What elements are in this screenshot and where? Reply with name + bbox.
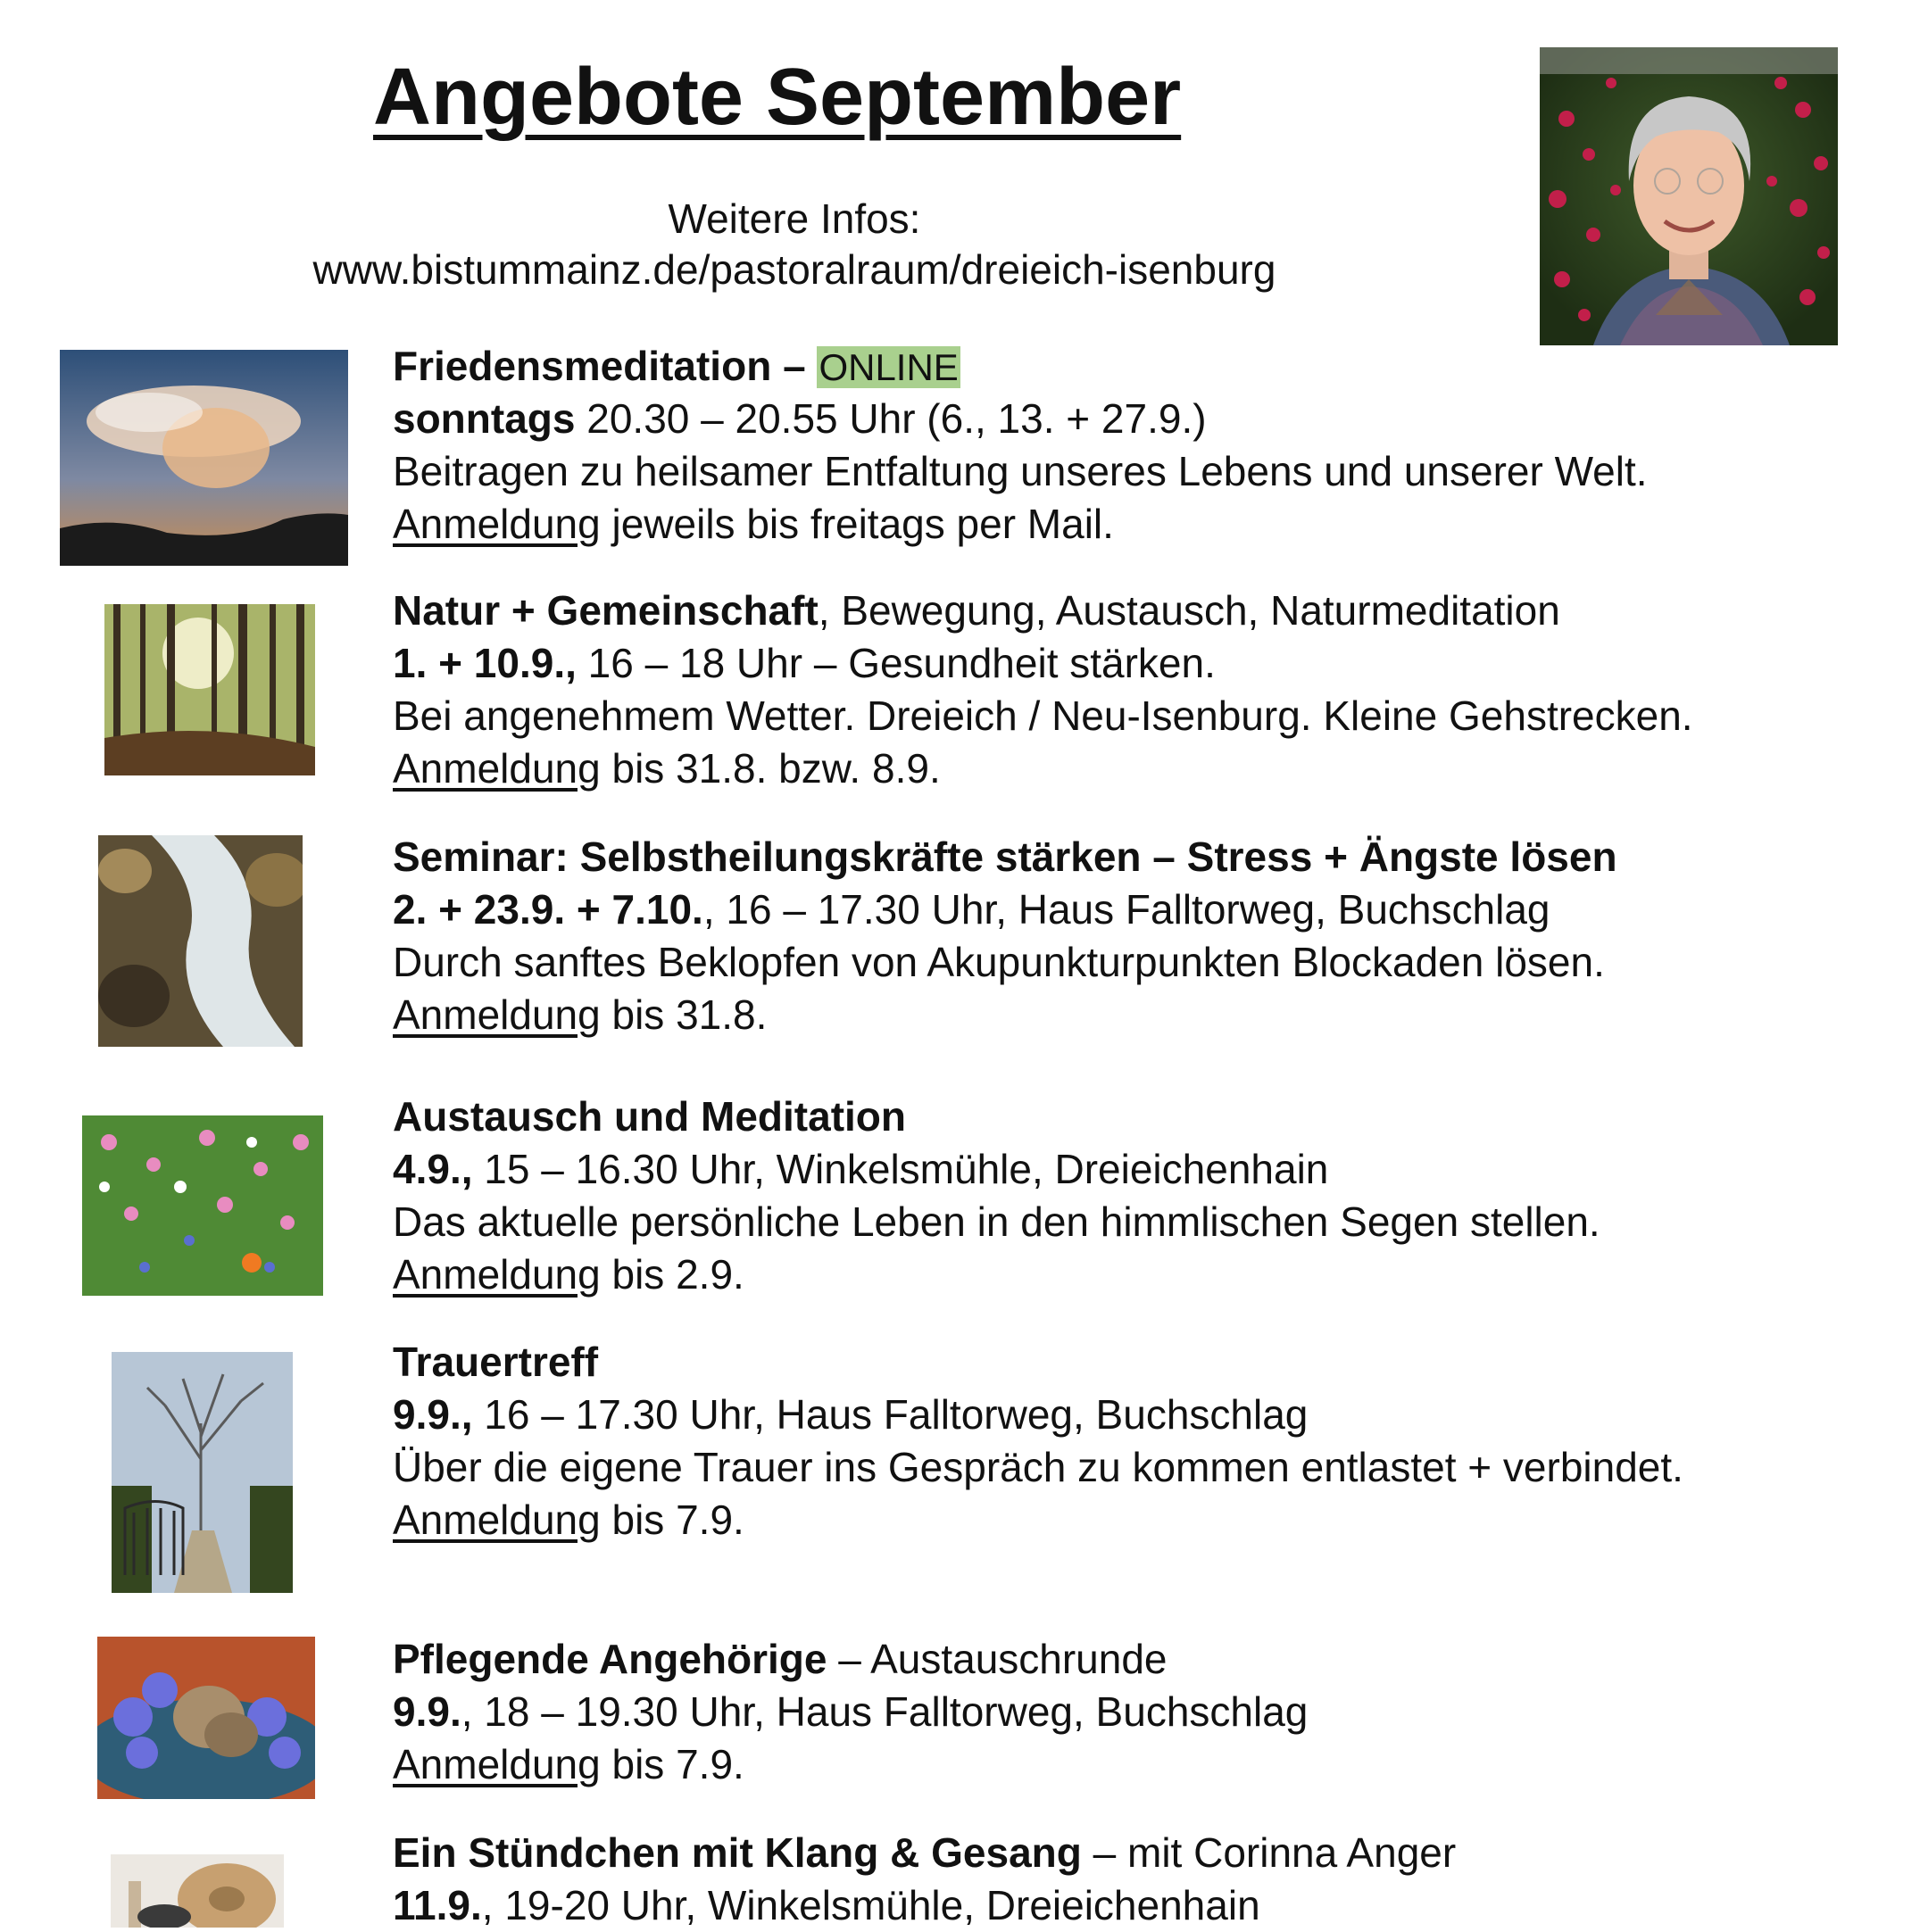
event-when bbox=[393, 393, 1910, 445]
event-when-rest: , 19-20 Uhr, Winkelsmühle, Dreieichenhain bbox=[481, 1882, 1260, 1928]
event-klang-gesang bbox=[393, 1827, 1910, 1932]
signup-link[interactable]: Anmeldung bbox=[393, 745, 601, 792]
event-when-bold: 4.9., bbox=[393, 1146, 473, 1192]
signup-link[interactable]: Anmeldung bbox=[393, 1251, 601, 1298]
event-title: Friedensmeditation – bbox=[393, 343, 806, 389]
event-when bbox=[393, 1143, 1910, 1196]
event-title-line bbox=[393, 340, 1910, 393]
event-when bbox=[393, 883, 1910, 936]
event-when bbox=[393, 1389, 1910, 1441]
info-label: Weitere Infos: bbox=[668, 195, 921, 242]
signup-link[interactable]: Anmeldung bbox=[393, 501, 601, 547]
event-when-rest: 16 – 18 Uhr – Gesundheit stärken. bbox=[576, 640, 1216, 686]
event-title: Pflegende Angehörige bbox=[393, 1636, 827, 1682]
signup-details: bis 31.8. bzw. 8.9. bbox=[600, 745, 941, 792]
signup-details: bis 7.9. bbox=[600, 1741, 744, 1787]
event-signup bbox=[393, 742, 1910, 795]
page-title: Angebote September bbox=[373, 53, 1182, 142]
event-description: Das aktuelle persönliche Leben in den himmlischen Segen stellen. bbox=[393, 1198, 1600, 1245]
event-title-line bbox=[393, 585, 1910, 637]
event-description: Bei angenehmem Wetter. Dreieich / Neu-Isenburg. Kleine Gehstrecken. bbox=[393, 692, 1693, 739]
event-when bbox=[393, 1879, 1910, 1932]
event-title: Seminar: Selbstheilungskräfte stärken – Stress + Ängste lösen bbox=[393, 833, 1617, 880]
event-when-bold: 1. + 10.9., bbox=[393, 640, 577, 686]
event-when bbox=[393, 1686, 1910, 1738]
event-title: Trauertreff bbox=[393, 1339, 599, 1385]
event-pflegende-angehoerige bbox=[393, 1633, 1910, 1791]
event-when-bold: sonntags bbox=[393, 395, 576, 442]
event-trauertreff bbox=[393, 1336, 1910, 1546]
event-when-bold: 9.9. bbox=[393, 1688, 461, 1735]
forest-photo bbox=[104, 604, 315, 775]
event-title: Ein Stündchen mit Klang & Gesang bbox=[393, 1829, 1082, 1876]
signup-link[interactable]: Anmeldung bbox=[393, 1741, 601, 1787]
event-seminar bbox=[393, 831, 1910, 1041]
event-when bbox=[393, 637, 1910, 690]
online-badge: ONLINE bbox=[819, 346, 959, 388]
signup-details: bis 7.9. bbox=[600, 1497, 744, 1543]
event-austausch-meditation bbox=[393, 1090, 1910, 1301]
event-signup bbox=[393, 1248, 1910, 1301]
signup-link[interactable]: Anmeldung bbox=[393, 1497, 601, 1543]
event-description: Durch sanftes Beklopfen von Akupunkturpunkten Blockaden lösen. bbox=[393, 939, 1605, 985]
event-when-bold: 11.9. bbox=[393, 1882, 482, 1928]
event-title-line bbox=[393, 831, 1910, 883]
portrait-photo bbox=[1540, 47, 1838, 345]
tree-gate-photo bbox=[112, 1352, 293, 1593]
sunset-cloud-photo bbox=[60, 350, 348, 566]
signup-link[interactable]: Anmeldung bbox=[393, 991, 601, 1038]
event-title-line bbox=[393, 1336, 1910, 1389]
event-title-rest: – Austauschrunde bbox=[827, 1636, 1168, 1682]
event-title-rest: , Bewegung, Austausch, Naturmeditation bbox=[818, 587, 1560, 634]
event-signup bbox=[393, 498, 1910, 551]
event-title-line bbox=[393, 1633, 1910, 1686]
pansies-stones-photo bbox=[97, 1637, 315, 1799]
event-title-line bbox=[393, 1090, 1910, 1143]
event-title-rest: – mit Corinna Anger bbox=[1081, 1829, 1457, 1876]
event-title-line bbox=[393, 1827, 1910, 1879]
event-friedensmeditation bbox=[393, 340, 1910, 551]
event-when-bold: 2. + 23.9. + 7.10. bbox=[393, 886, 703, 933]
event-when-rest: 15 – 16.30 Uhr, Winkelsmühle, Dreieichenhain bbox=[472, 1146, 1329, 1192]
event-when-rest: 16 – 17.30 Uhr, Haus Falltorweg, Buchschlag bbox=[472, 1391, 1309, 1438]
event-when-bold: 9.9., bbox=[393, 1391, 473, 1438]
event-signup bbox=[393, 1738, 1910, 1791]
event-description: Beitragen zu heilsamer Entfaltung unseres Lebens und unserer Welt. bbox=[393, 448, 1648, 494]
event-when-rest: , 18 – 19.30 Uhr, Haus Falltorweg, Buchschlag bbox=[461, 1688, 1309, 1735]
flower-meadow-photo bbox=[82, 1115, 323, 1296]
event-title: Natur + Gemeinschaft bbox=[393, 587, 819, 634]
signup-details: bis 2.9. bbox=[600, 1251, 744, 1298]
signup-details: jeweils bis freitags per Mail. bbox=[600, 501, 1114, 547]
event-description: Über die eigene Trauer ins Gespräch zu kommen entlastet + verbindet. bbox=[393, 1444, 1683, 1490]
event-when-rest: 20.30 – 20.55 Uhr (6., 13. + 27.9.) bbox=[575, 395, 1207, 442]
event-title: Austausch und Meditation bbox=[393, 1093, 906, 1140]
event-when-rest: , 16 – 17.30 Uhr, Haus Falltorweg, Buchschlag bbox=[702, 886, 1550, 933]
water-stream-photo bbox=[98, 835, 303, 1047]
event-natur-gemeinschaft bbox=[393, 585, 1910, 795]
event-signup bbox=[393, 1494, 1910, 1546]
info-url[interactable]: www.bistummainz.de/pastoralraum/dreieich-isenburg bbox=[312, 246, 1276, 293]
event-signup bbox=[393, 989, 1910, 1041]
singing-bowl-gong-photo bbox=[111, 1854, 284, 1928]
signup-details: bis 31.8. bbox=[600, 991, 768, 1038]
